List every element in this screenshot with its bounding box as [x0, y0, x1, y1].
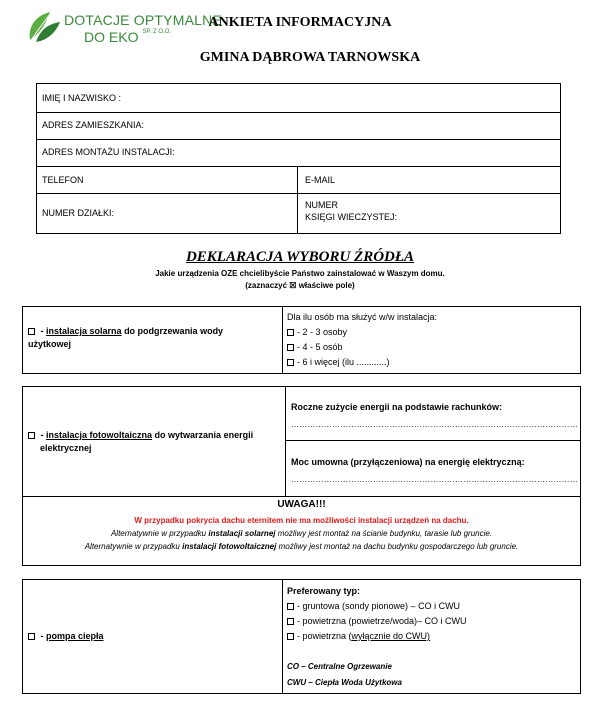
- solar-rest: do podgrzewania wody: [121, 326, 224, 336]
- solar-option-3[interactable]: [287, 355, 437, 370]
- declaration-subtitle: [80, 268, 520, 292]
- company-logo: [26, 8, 222, 48]
- heat-pump-section: [22, 579, 581, 694]
- phone-field[interactable]: TELEFON: [42, 175, 84, 185]
- plot-number-field[interactable]: NUMER DZIAŁKI:: [42, 208, 115, 218]
- heat-pump-option-1-label: - gruntowa (sondy pionowe) – CO i CWU: [297, 601, 461, 611]
- leaf-logo-icon: [26, 10, 62, 44]
- pv-checkbox[interactable]: [28, 432, 35, 439]
- heat-pump-option-2-label: - powietrzna (powietrze/woda)– CO i CWU: [297, 616, 467, 626]
- heat-pump-option[interactable]: [28, 631, 104, 641]
- logo-text-doeko: DO EKO: [84, 29, 139, 45]
- notice-warning: W przypadku pokrycia dachu eternitem nie ma możliwości instalacji urządzeń na dachu.: [134, 516, 469, 525]
- pv-option[interactable]: [28, 429, 253, 455]
- alt2-post: możliwy jest montaż na dachu budynku gospodarczego lub gruncie.: [276, 542, 519, 551]
- hint-prefix: (zaznaczyć: [245, 281, 288, 290]
- notice-alt-solar: [23, 529, 580, 538]
- logo-text-line2: [84, 29, 171, 45]
- pv-power-input[interactable]: ……………………………………………………………………………………………: [291, 475, 578, 484]
- notice-title: UWAGA!!!: [277, 499, 326, 510]
- solar-checkbox[interactable]: [28, 328, 35, 335]
- heat-pump-types: [287, 584, 467, 644]
- email-field[interactable]: E-MAIL: [305, 175, 336, 185]
- solar-option-2[interactable]: [287, 340, 437, 355]
- checkbox[interactable]: [287, 633, 294, 640]
- checkbox[interactable]: [287, 329, 294, 336]
- logo-text-line1: DOTACJE OPTYMALNE: [64, 12, 222, 28]
- solar-option-2-label: - 4 - 5 osób: [297, 342, 343, 352]
- heat-pump-link: pompa ciepła: [46, 631, 104, 641]
- alt1-bold: instalacji solarnej: [208, 529, 276, 538]
- solar-option-1[interactable]: [287, 325, 437, 340]
- land-register-label-1: NUMER: [305, 200, 338, 210]
- checkbox[interactable]: [287, 344, 294, 351]
- name-field[interactable]: IMIĘ I NAZWISKO :: [42, 93, 122, 103]
- legend-co: CO – Centralne Ogrzewanie: [287, 662, 392, 671]
- pv-section: [22, 386, 581, 566]
- solar-persons-group: [287, 310, 437, 370]
- declaration-title: DEKLARACJA WYBORU ŹRÓDŁA: [185, 249, 415, 265]
- pv-line2: elektrycznej: [40, 443, 92, 453]
- declaration-hint: [80, 280, 520, 292]
- alt2-pre: Alternatywnie w przypadku: [84, 542, 183, 551]
- solar-option-3-label: - 6 i więcej (ilu ............): [297, 357, 390, 367]
- solar-dash: -: [38, 326, 44, 336]
- alt2-bold: instalacji fotowoltaicznej: [182, 542, 277, 551]
- solar-persons-label: Dla ilu osób ma służyć w/w instalacja:: [287, 312, 438, 322]
- heat-pump-option-3-pre: - powietrzna (: [297, 631, 352, 641]
- solar-option[interactable]: [28, 325, 223, 351]
- personal-data-form: [36, 83, 561, 234]
- heat-pump-option-1[interactable]: [287, 599, 467, 614]
- pv-link: instalacja fotowoltaiczna: [46, 430, 153, 440]
- declaration-question: Jakie urządzenia OZE chcielibyście Państwo zainstalować w Waszym domu.: [155, 269, 445, 278]
- checkbox[interactable]: [287, 618, 294, 625]
- heat-pump-option-3-underlined: wyłącznie do CWU): [351, 631, 431, 641]
- heat-pump-dash: -: [38, 631, 44, 641]
- hint-suffix: właściwe pole): [298, 281, 355, 290]
- solar-line2: użytkowej: [28, 339, 72, 349]
- heat-pump-preferred-label: Preferowany typ:: [287, 586, 361, 596]
- checkbox[interactable]: [287, 359, 294, 366]
- checkbox[interactable]: [287, 603, 294, 610]
- page-subtitle: GMINA DĄBROWA TARNOWSKA: [199, 50, 421, 65]
- checked-box-icon: ☒: [289, 281, 297, 290]
- pv-rest: do wytwarzania energii: [152, 430, 254, 440]
- install-address-field[interactable]: ADRES MONTAŻU INSTALACJI:: [42, 147, 175, 157]
- legend-cwu: CWU – Ciepła Woda Użytkowa: [287, 678, 402, 687]
- page-title: ANKIETA INFORMACYJNA: [208, 15, 392, 30]
- pv-consumption-label: Roczne zużycie energii na podstawie rachunków:: [291, 402, 503, 412]
- alt1-post: możliwy jest montaż na ścianie budynku, tarasie lub gruncie.: [275, 529, 493, 538]
- solar-section: [22, 306, 581, 374]
- land-register-field[interactable]: [305, 199, 397, 223]
- notice-alt-pv: [23, 542, 580, 551]
- heat-pump-checkbox[interactable]: [28, 633, 35, 640]
- pv-dash: -: [38, 430, 44, 440]
- solar-option-1-label: - 2 - 3 osoby: [297, 327, 348, 337]
- heat-pump-option-3[interactable]: [287, 629, 467, 644]
- logo-suffix: SP. Z O.O.: [142, 29, 172, 35]
- pv-power-label: Moc umowna (przyłączeniowa) na energię elektryczną:: [291, 457, 525, 467]
- solar-link: instalacja solarna: [46, 326, 122, 336]
- address-field[interactable]: ADRES ZAMIESZKANIA:: [42, 120, 145, 130]
- pv-consumption-input[interactable]: ……………………………………………………………………………………………: [291, 420, 578, 429]
- heat-pump-option-2[interactable]: [287, 614, 467, 629]
- land-register-label-2: KSIĘGI WIECZYSTEJ:: [305, 212, 398, 222]
- alt1-pre: Alternatywnie w przypadku: [110, 529, 209, 538]
